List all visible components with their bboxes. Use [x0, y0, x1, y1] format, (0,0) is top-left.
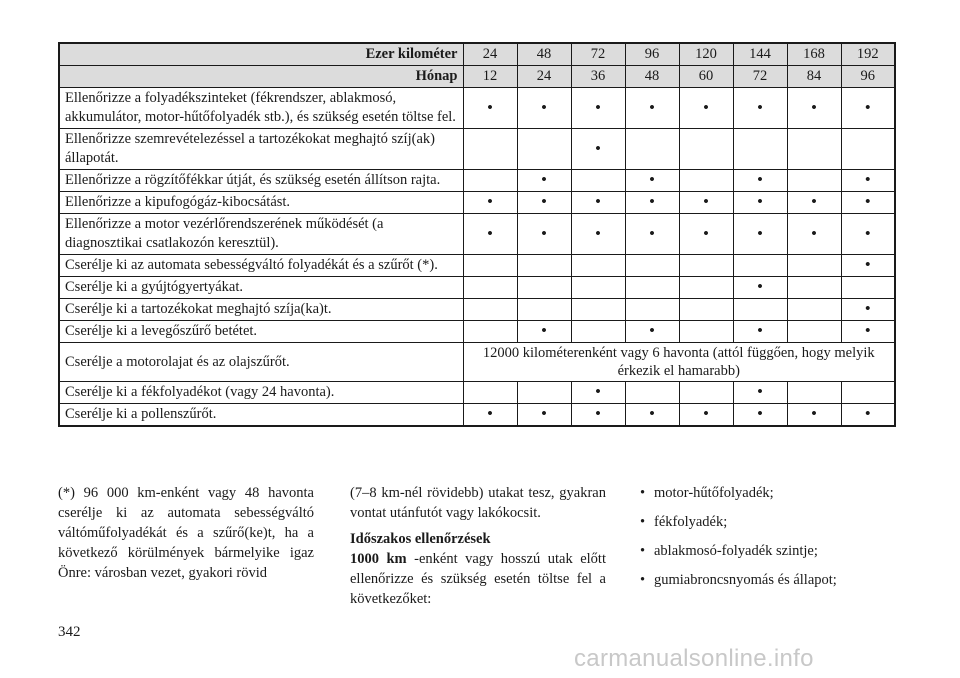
header-label: Hónap — [59, 66, 463, 88]
service-mark: • — [841, 299, 895, 321]
table-row — [59, 214, 895, 255]
interval-paragraph — [350, 549, 606, 609]
empty-cell — [463, 255, 517, 277]
service-mark: • — [787, 88, 841, 129]
service-mark: • — [841, 321, 895, 343]
empty-cell — [625, 255, 679, 277]
service-mark: • — [733, 88, 787, 129]
header-value: 168 — [787, 43, 841, 66]
empty-cell — [787, 255, 841, 277]
service-mark: • — [625, 88, 679, 129]
list-item — [640, 541, 896, 561]
table-row — [59, 321, 895, 343]
header-value: 72 — [733, 66, 787, 88]
empty-cell — [679, 129, 733, 170]
table-row — [59, 343, 895, 382]
task-cell: Cserélje ki az automata sebességváltó folyadékát és a szűrőt (*). — [59, 255, 463, 277]
empty-cell — [787, 170, 841, 192]
service-mark: • — [733, 321, 787, 343]
empty-cell — [571, 321, 625, 343]
service-mark: • — [841, 214, 895, 255]
service-mark: • — [571, 192, 625, 214]
empty-cell — [625, 382, 679, 404]
service-mark: • — [517, 321, 571, 343]
table-row — [59, 88, 895, 129]
empty-cell — [679, 277, 733, 299]
empty-cell — [517, 129, 571, 170]
interval-bold: 1000 km — [350, 551, 407, 567]
service-mark: • — [733, 192, 787, 214]
empty-cell — [787, 382, 841, 404]
service-mark: • — [625, 192, 679, 214]
header-row — [59, 43, 895, 66]
service-mark: • — [733, 170, 787, 192]
empty-cell — [625, 277, 679, 299]
service-mark: • — [517, 214, 571, 255]
service-mark: • — [517, 88, 571, 129]
service-mark: • — [463, 404, 517, 427]
list-item — [640, 512, 896, 532]
periodic-checks-column — [350, 483, 606, 609]
service-mark: • — [571, 404, 625, 427]
empty-cell — [517, 255, 571, 277]
header-value: 96 — [625, 43, 679, 66]
header-value: 192 — [841, 43, 895, 66]
bullet: • — [640, 543, 646, 559]
section-heading: Időszakos ellenőrzések — [350, 531, 491, 547]
list-item — [640, 570, 896, 590]
task-cell: Ellenőrizze szemrevételezéssel a tartozékokat meghajtó szíj(ak) állapotát. — [59, 129, 463, 170]
service-mark: • — [679, 404, 733, 427]
task-cell: Ellenőrizze a kipufogógáz-kibocsátást. — [59, 192, 463, 214]
header-value: 84 — [787, 66, 841, 88]
empty-cell — [679, 170, 733, 192]
task-cell: Ellenőrizze a motor vezérlőrendszerének működését (a diagnosztikai csatlakozón keresztül). — [59, 214, 463, 255]
header-row — [59, 66, 895, 88]
service-mark: • — [463, 88, 517, 129]
service-mark: • — [571, 129, 625, 170]
check-list — [640, 483, 896, 590]
check-list-column — [640, 483, 896, 599]
bullet: • — [640, 514, 646, 530]
empty-cell — [841, 129, 895, 170]
header-value: 96 — [841, 66, 895, 88]
service-mark: • — [679, 88, 733, 129]
table-row — [59, 382, 895, 404]
service-mark: • — [625, 321, 679, 343]
empty-cell — [679, 255, 733, 277]
watermark: carmanualsonline.info — [574, 645, 814, 672]
empty-cell — [517, 277, 571, 299]
table-row — [59, 255, 895, 277]
task-cell: Cserélje ki a levegőszűrő betétet. — [59, 321, 463, 343]
footnote-text: (*) 96 000 km-enként vagy 48 havonta cserélje ki az automata sebességváltó váltóműfolyadékát és a szűrő(ke)t, ha a következő körülmények bármelyike igaz Önre: városban vezet, gyakori rövid — [58, 485, 314, 581]
header-label: Ezer kilométer — [59, 43, 463, 66]
task-cell: Cserélje ki a gyújtógyertyákat. — [59, 277, 463, 299]
empty-cell — [841, 382, 895, 404]
empty-cell — [463, 129, 517, 170]
service-mark: • — [787, 192, 841, 214]
empty-cell — [679, 382, 733, 404]
empty-cell — [463, 170, 517, 192]
header-value: 144 — [733, 43, 787, 66]
empty-cell — [787, 129, 841, 170]
service-mark: • — [679, 192, 733, 214]
task-cell: Cserélje ki a tartozékokat meghajtó szíja(ka)t. — [59, 299, 463, 321]
bullet: • — [640, 572, 646, 588]
service-mark: • — [517, 192, 571, 214]
service-mark: • — [571, 382, 625, 404]
footnote-column — [58, 483, 314, 583]
table-row — [59, 299, 895, 321]
empty-cell — [463, 321, 517, 343]
header-value: 12 — [463, 66, 517, 88]
service-mark: • — [625, 214, 679, 255]
task-cell: Ellenőrizze a folyadékszinteket (fékrendszer, ablakmosó, akkumulátor, motor-hűtőfolyadék stb.), és szükség esetén töltse fel. — [59, 88, 463, 129]
service-mark: • — [841, 88, 895, 129]
empty-cell — [463, 382, 517, 404]
list-item-text: motor-hűtőfolyadék; — [654, 485, 774, 501]
interval-note-cell: 12000 kilométerenként vagy 6 havonta (attól függően, hogy melyik érkezik el hamarabb) — [463, 343, 895, 382]
service-mark: • — [517, 170, 571, 192]
service-mark: • — [841, 404, 895, 427]
header-value: 72 — [571, 43, 625, 66]
task-cell: Ellenőrizze a rögzítőfékkar útját, és szükség esetén állítson rajta. — [59, 170, 463, 192]
service-mark: • — [733, 277, 787, 299]
interval-text: -enként vagy hosszú utak előtt ellenőrizze és szükség esetén töltse fel a következőket: — [350, 551, 606, 607]
service-mark: • — [841, 192, 895, 214]
empty-cell — [733, 255, 787, 277]
service-mark: • — [517, 404, 571, 427]
service-mark: • — [571, 214, 625, 255]
header-value: 24 — [463, 43, 517, 66]
service-mark: • — [625, 170, 679, 192]
bullet: • — [640, 485, 646, 501]
table-row — [59, 170, 895, 192]
empty-cell — [517, 382, 571, 404]
service-mark: • — [463, 214, 517, 255]
service-mark: • — [733, 214, 787, 255]
empty-cell — [787, 299, 841, 321]
empty-cell — [787, 321, 841, 343]
empty-cell — [787, 277, 841, 299]
header-value: 48 — [625, 66, 679, 88]
service-mark: • — [679, 214, 733, 255]
header-value: 60 — [679, 66, 733, 88]
task-cell: Cserélje a motorolajat és az olajszűrőt. — [59, 343, 463, 382]
service-mark: • — [463, 192, 517, 214]
empty-cell — [625, 129, 679, 170]
empty-cell — [571, 299, 625, 321]
empty-cell — [571, 170, 625, 192]
page-number: 342 — [58, 624, 81, 640]
empty-cell — [517, 299, 571, 321]
task-cell: Cserélje ki a fékfolyadékot (vagy 24 havonta). — [59, 382, 463, 404]
service-mark: • — [571, 88, 625, 129]
table-row — [59, 192, 895, 214]
service-mark: • — [787, 404, 841, 427]
empty-cell — [679, 321, 733, 343]
empty-cell — [679, 299, 733, 321]
service-mark: • — [787, 214, 841, 255]
maintenance-schedule-table — [58, 42, 896, 427]
empty-cell — [733, 129, 787, 170]
empty-cell — [733, 299, 787, 321]
header-value: 24 — [517, 66, 571, 88]
task-cell: Cserélje ki a pollenszűrőt. — [59, 404, 463, 427]
header-value: 48 — [517, 43, 571, 66]
header-value: 36 — [571, 66, 625, 88]
table-row — [59, 277, 895, 299]
footnote-continuation: (7–8 km-nél rövidebb) utakat tesz, gyakran vontat utánfutót vagy lakókocsit. — [350, 485, 606, 521]
list-item — [640, 483, 896, 503]
empty-cell — [625, 299, 679, 321]
table-row — [59, 129, 895, 170]
service-mark: • — [841, 255, 895, 277]
service-mark: • — [625, 404, 679, 427]
empty-cell — [571, 255, 625, 277]
list-item-text: ablakmosó-folyadék szintje; — [654, 543, 818, 559]
list-item-text: gumiabroncsnyomás és állapot; — [654, 572, 837, 588]
header-value: 120 — [679, 43, 733, 66]
empty-cell — [463, 299, 517, 321]
table-row — [59, 404, 895, 427]
service-mark: • — [733, 382, 787, 404]
list-item-text: fékfolyadék; — [654, 514, 728, 530]
empty-cell — [571, 277, 625, 299]
empty-cell — [841, 277, 895, 299]
service-mark: • — [733, 404, 787, 427]
empty-cell — [463, 277, 517, 299]
service-mark: • — [841, 170, 895, 192]
